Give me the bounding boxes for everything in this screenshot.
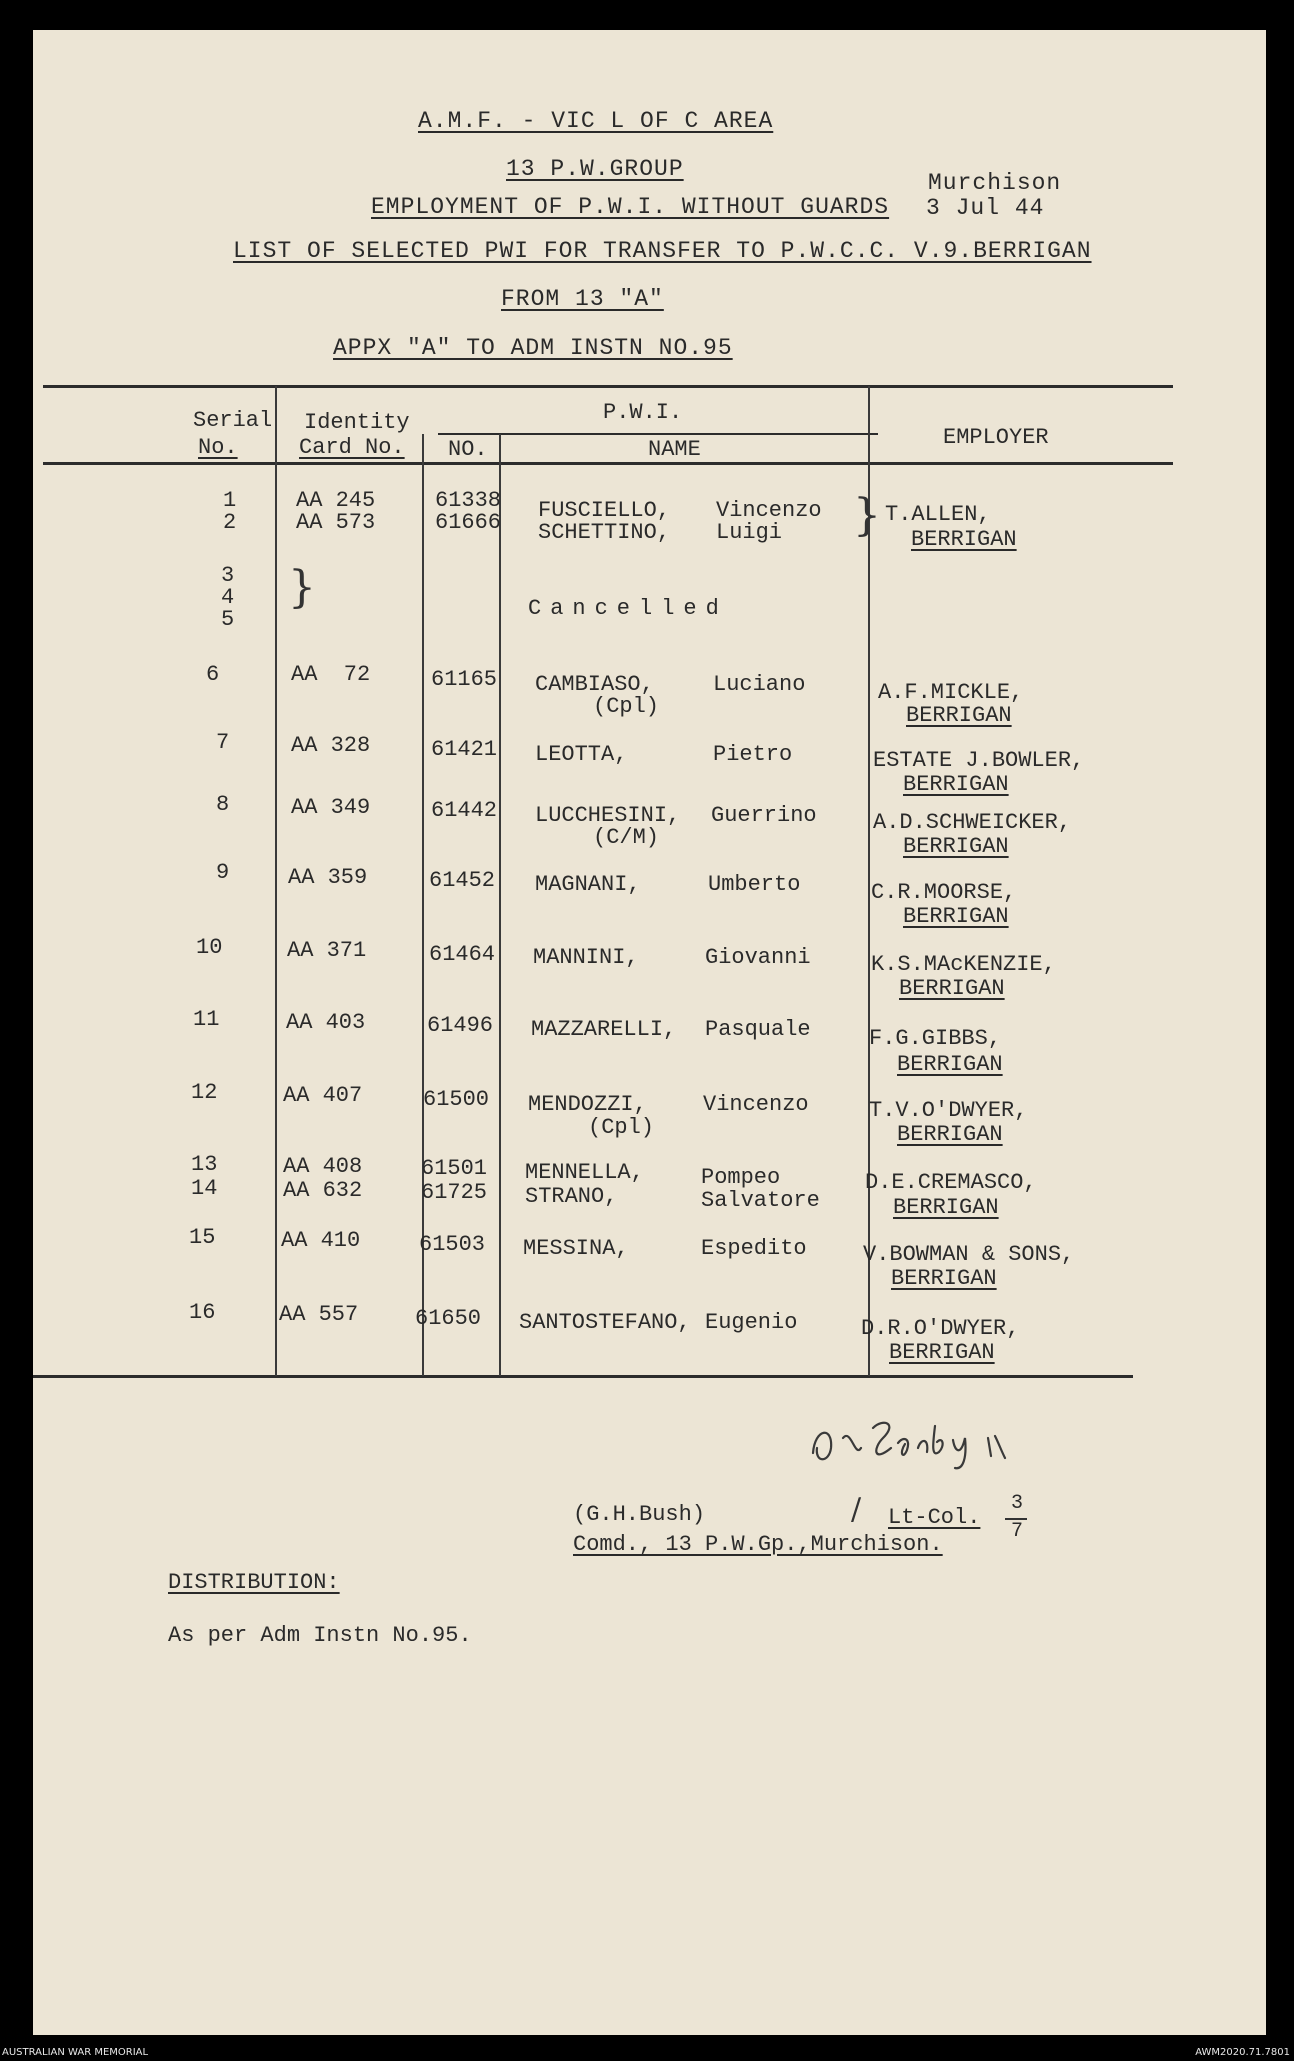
employer-place: BERRIGAN (897, 1052, 1003, 1077)
employer-place: BERRIGAN (903, 834, 1009, 859)
pwi-rule (438, 433, 878, 435)
rank-note: (C/M) (593, 825, 660, 850)
card-cell: AA 410 (281, 1228, 361, 1253)
serial-cell: 7 (216, 730, 230, 755)
pwi-no-cell: 61496 (427, 1013, 494, 1038)
serial-cell: 16 (189, 1300, 216, 1325)
place: Murchison (928, 170, 1062, 196)
employer-name: T.V.O'DWYER, (869, 1098, 1028, 1123)
serial-cell: 5 (221, 607, 235, 632)
pwi-no-cell: 61464 (429, 942, 496, 967)
signatory-rank: Lt-Col. (888, 1505, 981, 1530)
given-name-cell: Pompeo (701, 1165, 781, 1190)
serial-cell: 11 (193, 1007, 220, 1032)
card-cell: AA 632 (283, 1178, 363, 1203)
employer-place: BERRIGAN (903, 904, 1009, 929)
pwi-no-cell: 61725 (421, 1180, 488, 1205)
pwi-no-cell: 61501 (421, 1156, 488, 1181)
employer-name: V.BOWMAN & SONS, (863, 1242, 1075, 1267)
rank-note: (Cpl) (588, 1115, 655, 1140)
pwi-no-cell: 61666 (435, 510, 502, 535)
serial-cell: 4 (221, 585, 235, 610)
card-cell: AA 573 (296, 510, 376, 535)
pwi-no-cell: 61500 (423, 1087, 490, 1112)
header-serial-1: Serial (193, 408, 273, 433)
given-name-cell: Pasquale (705, 1017, 811, 1042)
employer-place: BERRIGAN (889, 1340, 995, 1365)
serial-cell: 13 (191, 1152, 218, 1177)
col-divider-serial (275, 386, 277, 1376)
given-name-cell: Espedito (701, 1236, 807, 1261)
employer-name: T.ALLEN, (885, 502, 991, 527)
surname-cell: MENNELLA, (525, 1160, 644, 1185)
surname-cell: FUSCIELLO, (538, 498, 671, 523)
header-serial-2: No. (198, 435, 238, 460)
header-name: NAME (648, 437, 701, 462)
bracket-glyph: } (288, 562, 316, 613)
given-name-cell: Eugenio (705, 1310, 798, 1335)
table-bottom-rule (33, 1375, 1133, 1378)
archive-reference: AWM2020.71.7801 (1195, 2047, 1290, 2058)
area-heading: A.M.F. - VIC L OF C AREA (418, 108, 774, 134)
card-cell: AA 403 (286, 1010, 366, 1035)
pwi-no-cell: 61452 (429, 868, 496, 893)
employer-name: ESTATE J.BOWLER, (873, 748, 1085, 773)
bracket-glyph: } (853, 490, 881, 541)
card-cell: AA 349 (291, 795, 371, 820)
surname-cell: SANTOSTEFANO, (519, 1310, 691, 1335)
list-heading: LIST OF SELECTED PWI FOR TRANSFER TO P.W.C.C. V.9.BERRIGAN (233, 238, 1092, 264)
distribution-heading: DISTRIBUTION: (168, 1570, 340, 1595)
employer-place: BERRIGAN (911, 527, 1017, 552)
surname-cell: MESSINA, (523, 1236, 629, 1261)
group-heading: 13 P.W.GROUP (506, 156, 684, 182)
archive-credit: AUSTRALIAN WAR MEMORIAL (2, 2047, 149, 2058)
card-cell: AA 408 (283, 1154, 363, 1179)
from-heading: FROM 13 "A" (501, 286, 664, 312)
serial-cell: 10 (196, 935, 223, 960)
given-name-cell: Luciano (713, 672, 806, 697)
employer-name: D.E.CREMASCO, (865, 1170, 1037, 1195)
given-name-cell: Guerrino (711, 803, 817, 828)
employer-name: C.R.MOORSE, (871, 880, 1017, 905)
surname-cell: MAGNANI, (535, 872, 641, 897)
given-name-cell: Salvatore (701, 1188, 820, 1213)
signatory-name: (G.H.Bush) (573, 1502, 706, 1527)
given-name-cell: Luigi (716, 520, 783, 545)
serial-cell: 12 (191, 1080, 218, 1105)
pwi-no-cell: 61442 (431, 798, 498, 823)
card-cell: AA 328 (291, 733, 371, 758)
given-name-cell: Vincenzo (716, 498, 822, 523)
serial-cell: 3 (221, 563, 235, 588)
pwi-no-cell: 61338 (435, 488, 502, 513)
given-name-cell: Giovanni (705, 945, 811, 970)
header-no: NO. (448, 437, 488, 462)
signature-tick: / (851, 1492, 862, 1527)
signatory-position: Comd., 13 P.W.Gp.,Murchison. (573, 1532, 943, 1557)
sign-date-numerator: 3 (1011, 1492, 1024, 1515)
card-cell: AA 72 (291, 662, 371, 687)
document-date: 3 Jul 44 (926, 195, 1045, 221)
surname-cell: MANNINI, (533, 945, 639, 970)
pwi-no-cell: 61503 (419, 1232, 486, 1257)
serial-cell: 8 (216, 792, 230, 817)
surname-cell: MAZZARELLI, (531, 1017, 677, 1042)
employer-place: BERRIGAN (897, 1122, 1003, 1147)
employer-name: A.F.MICKLE, (878, 680, 1024, 705)
header-identity-1: Identity (304, 410, 410, 435)
pwi-no-cell: 61421 (431, 737, 498, 762)
serial-cell: 9 (216, 860, 230, 885)
employer-place: BERRIGAN (893, 1195, 999, 1220)
distribution-text: As per Adm Instn No.95. (168, 1623, 472, 1648)
given-name-cell: Vincenzo (703, 1092, 809, 1117)
document-page (33, 30, 1266, 2035)
card-cell: AA 245 (296, 488, 376, 513)
employer-place: BERRIGAN (899, 976, 1005, 1001)
header-identity-2: Card No. (299, 435, 405, 460)
employer-name: A.D.SCHWEICKER, (873, 810, 1072, 835)
header-pwi: P.W.I. (603, 400, 683, 425)
employer-place: BERRIGAN (891, 1266, 997, 1291)
rank-note: (Cpl) (593, 694, 660, 719)
header-bottom-rule (43, 462, 1173, 465)
employment-heading: EMPLOYMENT OF P.W.I. WITHOUT GUARDS (371, 194, 890, 220)
employer-name: D.R.O'DWYER, (861, 1316, 1020, 1341)
employer-place: BERRIGAN (906, 703, 1012, 728)
pwi-no-cell: 61165 (431, 667, 498, 692)
card-cell: AA 557 (279, 1302, 359, 1327)
surname-cell: STRANO, (525, 1184, 618, 1209)
serial-cell: 6 (206, 662, 220, 687)
cancelled-note: Cancelled (528, 596, 728, 621)
employer-name: K.S.MAcKENZIE, (871, 952, 1056, 977)
employer-place: BERRIGAN (903, 772, 1009, 797)
serial-cell: 2 (223, 510, 237, 535)
table-top-rule (43, 385, 1173, 388)
col-divider-no (499, 434, 501, 1376)
card-cell: AA 359 (288, 865, 368, 890)
pwi-no-cell: 61650 (415, 1306, 482, 1331)
surname-cell: LEOTTA, (535, 742, 628, 767)
serial-cell: 14 (191, 1176, 218, 1201)
surname-cell: MENDOZZI, (528, 1092, 647, 1117)
signature-mark (803, 1408, 1063, 1478)
given-name-cell: Pietro (713, 742, 793, 767)
surname-cell: CAMBIASO, (535, 672, 654, 697)
serial-cell: 15 (189, 1225, 216, 1250)
header-employer: EMPLOYER (943, 425, 1049, 450)
employer-name: F.G.GIBBS, (869, 1026, 1002, 1051)
surname-cell: LUCCHESINI, (535, 803, 681, 828)
sign-date-denominator: 7 (1011, 1520, 1024, 1543)
card-cell: AA 407 (283, 1083, 363, 1108)
surname-cell: SCHETTINO, (538, 520, 671, 545)
given-name-cell: Umberto (708, 872, 801, 897)
appendix-heading: APPX "A" TO ADM INSTN NO.95 (333, 335, 733, 361)
serial-cell: 1 (223, 488, 237, 513)
card-cell: AA 371 (287, 938, 367, 963)
